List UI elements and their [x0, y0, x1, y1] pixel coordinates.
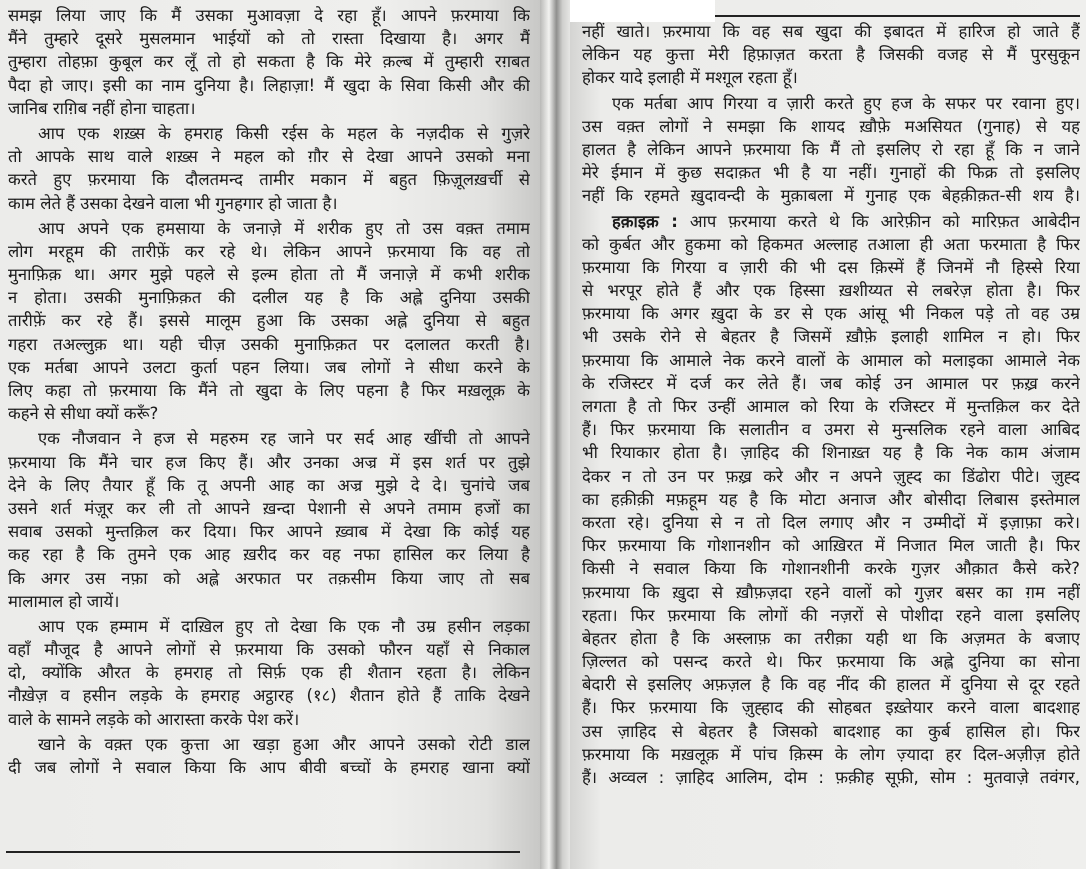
paragraph: [8, 122, 530, 215]
left-page-text: [8, 4, 530, 779]
book-gutter: [540, 0, 570, 869]
text-line: मेरे ईमान में कुछ सदाक़त भी है या नहीं। गुनाहों की फिक्र तो इसलिए: [582, 163, 1080, 183]
paragraph: [582, 210, 1080, 790]
text-line: फ़रमाया कि आमाले नेक करने वालों के आमाल को मलाइका आमाले नेक: [582, 350, 1080, 370]
right-page: [570, 0, 1086, 869]
text-line: लगता है तो फिर उन्हीं आमाल को रिया के रजिस्टर में मुन्तक़िल कर देते: [582, 397, 1080, 416]
text-line: वाले के सामने लड़के को आरास्ता करके पेश करें।: [8, 709, 300, 729]
text-line: दो, क्योंकि औरत के हमराह तो सिर्फ़ एक ही शैतान रहता है। लेकिन: [8, 663, 530, 683]
text-line: देने के लिए तैयार हूँ कि तू अपनी आह का अज्र मुझे दे दे। चुनांचे जब: [8, 475, 530, 495]
text-line: तो आपके साथ वाले शख़्स ने महल को ग़ौर से देखा आपने उसको मना: [8, 147, 530, 167]
text-line: सवाब उसको मुन्तक़िल कर दिया। फिर आपने ख़्वाब में देखा कि कोई यह: [8, 522, 530, 542]
text-line: से भरपूर होते हैं और एक हिस्सा ख़शीय्यत से लबरेज़ होता है। फिर: [582, 281, 1080, 301]
text-line: बेदारी से इसलिए अफ़ज़ल है कि वह नींद की हालत में दुनिया से दूर रहते: [582, 675, 1080, 695]
text-line: ज़िल्लत को पसन्द करते थे। फिर फ़रमाया कि अह्ले दुनिया का सोना: [582, 652, 1080, 672]
text-line: एक मर्तबा आपने उलटा कुर्ता पहन लिया। जब लोगों ने सीधा करने के: [8, 357, 530, 377]
text-line: हक़ाइक़ : आप फ़रमाया करते थे कि आरेफ़ीन को मारिफ़त आबेदीन: [612, 211, 1080, 231]
text-line: करता रहे। दुनिया से न तो दिल लगाए और न उम्मीदों में इज़ाफ़ा करे।: [582, 512, 1080, 532]
text-line: फ़रमाया कि ख़ुदा से ख़ौफ़ज़दा रहने वालों को गुज़र बसर का ग़म नहीं: [582, 582, 1080, 602]
text-line: मुनाफ़िक़ था। अगर मुझे पहले से इल्म होता तो मैं जनाज़े में कभी शरीक: [8, 265, 530, 285]
text-line: तुम्हारा तोहफ़ा कुबूल कर लूँ तो हो सकता है कि मेरे क़ल्ब में तुम्हारी रग़बत: [8, 52, 530, 72]
text-line: मालामाल हो जायें।: [8, 591, 120, 611]
bottom-rule: [6, 851, 520, 853]
text-line: गहरा तअल्लुक़ था। यही चीज़ उसकी मुनाफ़िक़त पर दलालत करती है।: [8, 334, 530, 354]
text-line: पैदा हो जाए। इसी का नाम दुनिया है। लिहाज़ा! मैं खुदा के सिवा किसी और की: [8, 75, 530, 95]
text-line: फ़रमाया कि गिरया व ज़ारी की भी दस क़िस्में हैं जिनमें नौ हिस्से रिया: [582, 257, 1080, 277]
text-line: दी जब लोगों ने सवाल किया कि आप बीवी बच्चों के हमराह खाना क्यों: [8, 758, 530, 777]
text-line: फ़रमाया कि मैंने चार हज किए हैं। और उनका अज्र में इस शर्त पर तुझे: [8, 452, 530, 472]
text-line: नहीं कि रहमते ख़ुदावन्दी के मुक़ाबला में गुनाह एक बेहक़ीक़त-सी शय है।: [582, 186, 1080, 206]
text-line: हैं। फिर फ़रमाया कि ज़ुह्हाद की सोहबत इख़्तेयार करने वाला बादशाह: [582, 698, 1080, 718]
text-line: बेहतर होता है कि अस्लाफ़ का तरीक़ा यही था कि अज़मत के बजाए: [582, 628, 1080, 648]
text-line: काम लेते हैं उसका देखने वाला भी गुनहगार हो जाता है।: [8, 193, 338, 213]
text-line: करते हुए फ़रमाया कि दौलतमन्द तामीर मकान में बहुत फ़िज़ूलख़र्ची से: [8, 170, 530, 190]
text-line: नौख़ेज़ व हसीन लड़के के हमराह अट्ठारह (१८) शैतान होते हैं ताकि देखने: [8, 686, 530, 706]
text-line: देकर न तो उन पर फ़ख़्र करे और न अपने ज़ुह्द का डिंढोरा पीटे। ज़ुह्द: [582, 466, 1080, 486]
text-line: हैं। अव्वल : ज़ाहिद आलिम, दोम : फ़क़ीह सूफ़ी, सोम : मुतवाज़े तवंगर,: [582, 768, 1080, 787]
right-page-text: [582, 20, 1080, 789]
text-line: एक नौजवान ने हज से महरुम रह जाने पर सर्द आह खींची तो आपने: [38, 429, 530, 449]
paragraph: [8, 427, 530, 613]
top-rule: [715, 15, 1080, 17]
text-line: तारीफ़ें कर रहे हैं। इससे मालूम हुआ कि उसका अह्ले दुनिया से बहुत: [8, 311, 530, 331]
paragraph: [582, 20, 1080, 90]
text-line: रहता। फिर फ़रमाया कि लोगों की नज़रों से पोशीदा रहने वाला इसलिए: [582, 605, 1080, 625]
text-line: वहाँ मौजूद है आपने लोगों से फ़रमाया कि उसको फौरन यहाँ से निकाल: [8, 640, 530, 660]
text-line: नहीं खाते। फ़रमाया कि वह सब खुदा की इबादत में हारिज हो जाते हैं: [582, 22, 1080, 41]
text-line: समझ लिया जाए कि मैं उसका मुआवज़ा दे रहा हूँ। आपने फ़रमाया कि: [8, 6, 530, 25]
text-line: मैंने तुम्हारे दूसरे मुसलमान भाईयों को तो रास्ता दिखाया है। अगर मैं: [8, 29, 530, 49]
text-line: लिए कहा तो फ़रमाया कि मैंने तो खुदा के लिए पहना है फिर मख़लूक़ के: [8, 381, 530, 400]
text-line: भी रियाकार होता है। ज़ाहिद की शिनाख़्त यह है कि नेक काम अंजाम: [582, 443, 1080, 463]
text-line: हालत है लेकिन आपने फ़रमाया कि मैं तो इसलिए रो रहा हूँ कि न जाने: [582, 139, 1080, 159]
text-line: आप एक हम्माम में दाख़िल हुए तो देखा कि एक नौ उम्र हसीन लड़का: [38, 616, 530, 636]
text-line: एक मर्तबा आप गिरया व ज़ारी करते हुए हज के सफर पर रवाना हुए।: [612, 93, 1080, 113]
text-line: भी उसके रोने से बेहतर है जिसमें ख़ौफ़े इलाही शामिल न हो। फिर: [582, 327, 1080, 347]
text-line: कहने से सीधा क्यों करूँ?: [8, 404, 159, 424]
text-line: किसी ने सवाल किया कि गोशानशीनी करके गुज़र औक़ात कैसे करे?: [582, 559, 1080, 579]
text-line: होकर यादे इलाही में मश्ग़ूल रहता हूँ।: [582, 68, 798, 88]
text-line: लेकिन यह कुत्ता मेरी हिफ़ाज़त करता है जिसकी वजह से मैं पुरसुकून: [582, 45, 1080, 65]
text-line: फिर फ़रमाया कि गोशानशीन को आख़िरत में निजात मिल जाती है। फिर: [582, 536, 1080, 556]
section-heading: हक़ाइक़ :: [612, 211, 678, 231]
text-line: न होता। उसकी मुनाफ़िक़त की दलील यह है कि अह्ले दुनिया उसकी: [8, 288, 530, 308]
text-line: को कुर्बत और हुकमा को हिकमत अल्लाह तआला ही अता फरमाता है फिर: [582, 234, 1080, 254]
text-line: आप एक शख़्स के हमराह किसी रईस के महल के नज़दीक से गुज़रे: [38, 123, 530, 143]
text-line: जानिब राग़िब नहीं होना चाहता।: [8, 98, 196, 118]
text-line: उस ज़ाहिद से बेहतर है जिसको बादशाह का कुर्ब हासिल हो। फिर: [582, 721, 1080, 741]
left-page: [0, 0, 540, 869]
text-line: उसने शर्त मंज़ूर कर ली तो आपने ख़न्दा पेशानी से अपने तमाम हजों का: [8, 498, 530, 518]
text-line: आप अपने एक हमसाया के जनाज़े में शरीक हुए तो उस वक़्त तमाम: [38, 218, 530, 238]
text-line: हैं। फिर फ़रमाया कि सलातीन व उमरा से मुन्सलिक रहने वाला आबिद: [582, 420, 1080, 440]
text-line: फ़रमाया कि अगर ख़ुदा के डर से एक आंसू भी निकल पड़े तो वह उम्र: [582, 304, 1080, 324]
top-margin-blank: [570, 0, 715, 22]
paragraph: [8, 217, 530, 426]
paragraph: [8, 4, 530, 120]
paragraph: [8, 615, 530, 731]
text-line: के रजिस्टर में दर्ज कर लेते हैं। जब कोई उन आमाल पर फ़ख़्र करने: [582, 373, 1080, 393]
text-line: कि अगर उस नफ़ा को अह्ले अरफात पर तक़सीम किया जाए तो सब: [8, 568, 530, 588]
paragraph: [582, 92, 1080, 208]
text-line: कह रहा है कि तुमने एक आह ख़रीद कर वह नफा हासिल कर लिया है: [8, 545, 530, 565]
text-line: का हक़ीक़ी मफ़हूम यह है कि मोटा अनाज और बोसीदा लिबास इस्तेमाल: [582, 489, 1080, 509]
paragraph: [8, 733, 530, 779]
text-line: उस वक़्त लोगों ने समझा कि शायद ख़ौफ़े मअसियत (गुनाह) से यह: [582, 116, 1080, 136]
text-line: लोग मरहूम की तारीफ़ें कर रहे थे। लेकिन आपने फ़रमाया कि वह तो: [8, 241, 530, 261]
text-line: खाने के वक़्त एक कुत्ता आ खड़ा हुआ और आपने उसको रोटी डाल: [38, 734, 530, 754]
text-line: फ़रमाया कि मख़लूक़ में पांच क़िस्म के लोग ज़्यादा हर दिल-अज़ीज़ होते: [582, 744, 1080, 764]
